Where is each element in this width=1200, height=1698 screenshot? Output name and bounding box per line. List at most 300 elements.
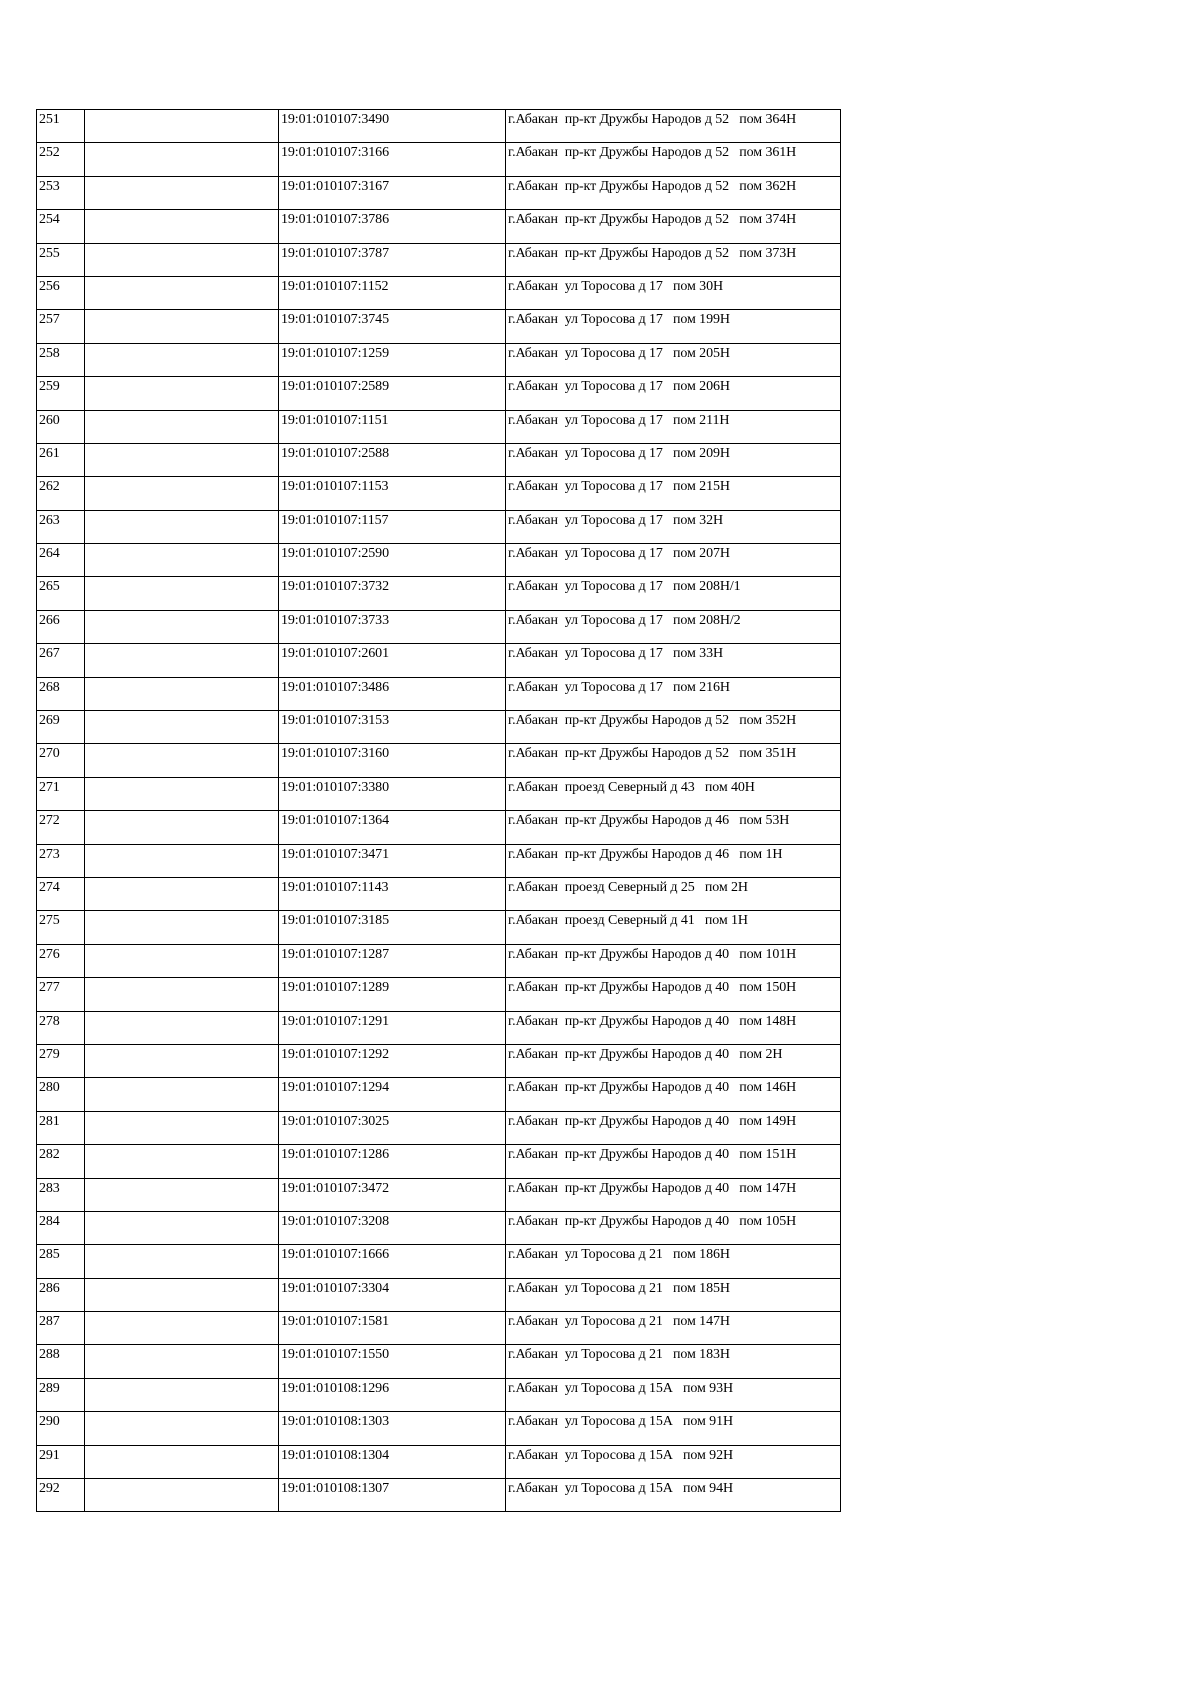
cadastral-number-cell (279, 410, 506, 443)
empty-text (87, 1312, 278, 1314)
cadastral-number-cell (279, 1145, 506, 1178)
address-cell (506, 1378, 841, 1411)
table-row (37, 410, 841, 443)
cadastral-number-text: 19:01:010107:2590 (281, 546, 389, 562)
address-cell (506, 1278, 841, 1311)
row-number-text: 266 (39, 612, 60, 628)
address-cell (506, 110, 841, 143)
empty-text (87, 644, 278, 646)
row-number-text: 268 (39, 679, 60, 695)
empty-text (87, 1279, 278, 1281)
address-text: г.Абакан ул Торосова д 17 пом 216Н (508, 679, 730, 695)
empty-text (87, 143, 278, 145)
cadastral-number-cell (279, 610, 506, 643)
address-cell (506, 477, 841, 510)
address-text: г.Абакан ул Торосова д 15А пом 91Н (508, 1414, 733, 1430)
row-number-cell (37, 343, 85, 376)
row-number-cell (37, 1211, 85, 1244)
cadastral-number-cell (279, 1378, 506, 1411)
address-cell (506, 310, 841, 343)
cadastral-number-text: 19:01:010107:2589 (281, 379, 389, 395)
empty-text (87, 878, 278, 880)
row-number-text: 291 (39, 1447, 60, 1463)
cadastral-number-text: 19:01:010107:1364 (281, 813, 389, 829)
address-text: г.Абакан пр-кт Дружбы Народов д 46 пом 1Н (508, 846, 783, 862)
address-text: г.Абакан пр-кт Дружбы Народов д 46 пом 53Н (508, 813, 790, 829)
table-row (37, 1178, 841, 1211)
empty-cell (85, 1278, 279, 1311)
registry-body (37, 110, 841, 1512)
address-cell (506, 1312, 841, 1345)
empty-cell (85, 477, 279, 510)
table-row (37, 1044, 841, 1077)
empty-text (87, 1012, 278, 1014)
cadastral-number-cell (279, 1445, 506, 1478)
cadastral-number-text: 19:01:010107:3490 (281, 112, 389, 127)
cadastral-number-text: 19:01:010107:3208 (281, 1213, 389, 1229)
row-number-cell (37, 310, 85, 343)
cadastral-number-text: 19:01:010107:1152 (281, 278, 389, 294)
row-number-cell (37, 978, 85, 1011)
cadastral-number-cell (279, 210, 506, 243)
cadastral-number-text: 19:01:010107:3025 (281, 1113, 389, 1129)
address-cell (506, 978, 841, 1011)
table-row (37, 1278, 841, 1311)
empty-cell (85, 443, 279, 476)
cadastral-number-text: 19:01:010107:3304 (281, 1280, 389, 1296)
empty-text (87, 344, 278, 346)
address-text: г.Абакан ул Торосова д 15А пом 92Н (508, 1447, 733, 1463)
empty-text (87, 1245, 278, 1247)
row-number-text: 275 (39, 913, 60, 929)
table-row (37, 944, 841, 977)
address-text: г.Абакан ул Торосова д 17 пом 211Н (508, 412, 730, 428)
row-number-text: 271 (39, 779, 60, 795)
address-text: г.Абакан ул Торосова д 17 пом 207Н (508, 546, 730, 562)
cadastral-number-text: 19:01:010107:1581 (281, 1314, 389, 1330)
empty-text (87, 744, 278, 746)
cadastral-number-cell (279, 1211, 506, 1244)
table-row (37, 1078, 841, 1111)
address-text: г.Абакан ул Торосова д 17 пом 208Н/1 (508, 579, 741, 595)
cadastral-number-text: 19:01:010108:1296 (281, 1380, 389, 1396)
empty-text (87, 477, 278, 479)
cadastral-number-cell (279, 110, 506, 143)
cadastral-number-text: 19:01:010107:3786 (281, 212, 389, 228)
row-number-text: 280 (39, 1080, 60, 1096)
address-cell (506, 1078, 841, 1111)
cadastral-number-text: 19:01:010108:1304 (281, 1447, 389, 1463)
empty-cell (85, 110, 279, 143)
table-row (37, 1445, 841, 1478)
address-cell (506, 143, 841, 176)
address-cell (506, 644, 841, 677)
row-number-cell (37, 1078, 85, 1111)
address-text: г.Абакан пр-кт Дружбы Народов д 52 пом 364Н (508, 112, 797, 127)
address-cell (506, 377, 841, 410)
row-number-cell (37, 711, 85, 744)
empty-text (87, 244, 278, 246)
table-row (37, 1011, 841, 1044)
table-row (37, 210, 841, 243)
row-number-cell (37, 1445, 85, 1478)
cadastral-number-cell (279, 711, 506, 744)
cadastral-number-text: 19:01:010107:3733 (281, 612, 389, 628)
cadastral-number-cell (279, 1078, 506, 1111)
row-number-cell (37, 844, 85, 877)
cadastral-number-text: 19:01:010107:3153 (281, 713, 389, 729)
table-row (37, 978, 841, 1011)
address-text: г.Абакан ул Торосова д 17 пом 209Н (508, 445, 730, 461)
row-number-cell (37, 1011, 85, 1044)
table-row (37, 1145, 841, 1178)
address-cell (506, 744, 841, 777)
cadastral-number-cell (279, 844, 506, 877)
address-text: г.Абакан ул Торосова д 21 пом 183Н (508, 1347, 730, 1363)
table-row (37, 1211, 841, 1244)
empty-text (87, 1045, 278, 1047)
empty-cell (85, 844, 279, 877)
table-row (37, 744, 841, 777)
address-cell (506, 1044, 841, 1077)
cadastral-number-cell (279, 377, 506, 410)
cadastral-number-text: 19:01:010107:1666 (281, 1247, 389, 1263)
empty-text (87, 277, 278, 279)
cadastral-number-cell (279, 777, 506, 810)
address-cell (506, 1211, 841, 1244)
row-number-cell (37, 577, 85, 610)
address-text: г.Абакан ул Торосова д 15А пом 93Н (508, 1380, 733, 1396)
table-row (37, 544, 841, 577)
table-row (37, 143, 841, 176)
cadastral-number-text: 19:01:010107:3167 (281, 178, 389, 194)
cadastral-number-cell (279, 143, 506, 176)
row-number-text: 261 (39, 445, 60, 461)
address-cell (506, 610, 841, 643)
address-cell (506, 677, 841, 710)
cadastral-number-cell (279, 343, 506, 376)
address-text: г.Абакан пр-кт Дружбы Народов д 52 пом 351Н (508, 746, 797, 762)
row-number-text: 274 (39, 879, 60, 895)
empty-cell (85, 243, 279, 276)
empty-cell (85, 644, 279, 677)
cadastral-number-text: 19:01:010107:2601 (281, 646, 389, 662)
table-row (37, 1312, 841, 1345)
table-row (37, 777, 841, 810)
empty-cell (85, 877, 279, 910)
row-number-cell (37, 811, 85, 844)
table-row (37, 1378, 841, 1411)
row-number-cell (37, 1145, 85, 1178)
empty-text (87, 1345, 278, 1347)
empty-cell (85, 143, 279, 176)
row-number-text: 269 (39, 713, 60, 729)
cadastral-number-cell (279, 1178, 506, 1211)
empty-cell (85, 1211, 279, 1244)
row-number-text: 278 (39, 1013, 60, 1029)
address-cell (506, 1412, 841, 1445)
address-text: г.Абакан ул Торосова д 17 пом 208Н/2 (508, 612, 741, 628)
address-cell (506, 1111, 841, 1144)
cadastral-number-text: 19:01:010107:3160 (281, 746, 389, 762)
cadastral-number-text: 19:01:010107:3471 (281, 846, 389, 862)
empty-cell (85, 1011, 279, 1044)
address-text: г.Абакан пр-кт Дружбы Народов д 52 пом 373Н (508, 245, 797, 261)
cadastral-number-text: 19:01:010107:3185 (281, 913, 389, 929)
row-number-cell (37, 744, 85, 777)
table-row (37, 610, 841, 643)
empty-cell (85, 1178, 279, 1211)
empty-text (87, 444, 278, 446)
table-row (37, 877, 841, 910)
row-number-text: 292 (39, 1481, 60, 1497)
empty-text (87, 778, 278, 780)
row-number-text: 288 (39, 1347, 60, 1363)
empty-text (87, 310, 278, 312)
address-text: г.Абакан ул Торосова д 17 пом 206Н (508, 379, 730, 395)
table-row (37, 1412, 841, 1445)
row-number-cell (37, 1245, 85, 1278)
empty-cell (85, 510, 279, 543)
address-cell (506, 1145, 841, 1178)
address-cell (506, 844, 841, 877)
empty-cell (85, 1111, 279, 1144)
address-cell (506, 1479, 841, 1512)
address-cell (506, 176, 841, 209)
empty-cell (85, 1145, 279, 1178)
row-number-text: 260 (39, 412, 60, 428)
empty-text (87, 1078, 278, 1080)
cadastral-number-text: 19:01:010107:1287 (281, 946, 389, 962)
address-text: г.Абакан ул Торосова д 21 пом 147Н (508, 1314, 730, 1330)
empty-cell (85, 1044, 279, 1077)
empty-text (87, 978, 278, 980)
address-text: г.Абакан ул Торосова д 17 пом 215Н (508, 479, 730, 495)
row-number-cell (37, 1312, 85, 1345)
row-number-cell (37, 276, 85, 309)
table-row (37, 644, 841, 677)
empty-cell (85, 744, 279, 777)
empty-cell (85, 610, 279, 643)
address-cell (506, 510, 841, 543)
empty-text (87, 1179, 278, 1181)
cadastral-number-text: 19:01:010107:3745 (281, 312, 389, 328)
address-cell (506, 877, 841, 910)
cadastral-number-text: 19:01:010107:1294 (281, 1080, 389, 1096)
empty-text (87, 110, 278, 112)
empty-cell (85, 711, 279, 744)
address-cell (506, 276, 841, 309)
cadastral-number-cell (279, 877, 506, 910)
empty-text (87, 1212, 278, 1214)
cadastral-number-text: 19:01:010107:1292 (281, 1046, 389, 1062)
empty-text (87, 945, 278, 947)
row-number-text: 265 (39, 579, 60, 595)
empty-cell (85, 978, 279, 1011)
cadastral-number-cell (279, 644, 506, 677)
table-row (37, 477, 841, 510)
row-number-cell (37, 443, 85, 476)
row-number-cell (37, 1345, 85, 1378)
empty-text (87, 1446, 278, 1448)
row-number-text: 276 (39, 946, 60, 962)
address-cell (506, 1011, 841, 1044)
address-cell (506, 811, 841, 844)
row-number-text: 256 (39, 278, 60, 294)
address-text: г.Абакан ул Торосова д 21 пом 185Н (508, 1280, 730, 1296)
cadastral-number-cell (279, 911, 506, 944)
cadastral-number-text: 19:01:010107:3472 (281, 1180, 389, 1196)
empty-text (87, 511, 278, 513)
cadastral-number-text: 19:01:010108:1307 (281, 1481, 389, 1497)
address-cell (506, 544, 841, 577)
address-text: г.Абакан ул Торосова д 17 пом 199Н (508, 312, 730, 328)
cadastral-number-text: 19:01:010107:1259 (281, 345, 389, 361)
row-number-text: 284 (39, 1213, 60, 1229)
empty-text (87, 678, 278, 680)
row-number-cell (37, 410, 85, 443)
address-text: г.Абакан пр-кт Дружбы Народов д 40 пом 150Н (508, 980, 797, 996)
cadastral-number-text: 19:01:010107:3380 (281, 779, 389, 795)
row-number-cell (37, 1044, 85, 1077)
cadastral-number-text: 19:01:010107:1291 (281, 1013, 389, 1029)
table-row (37, 243, 841, 276)
cadastral-number-cell (279, 477, 506, 510)
empty-text (87, 1145, 278, 1147)
row-number-text: 290 (39, 1414, 60, 1430)
address-text: г.Абакан пр-кт Дружбы Народов д 52 пом 352Н (508, 713, 797, 729)
row-number-cell (37, 777, 85, 810)
cadastral-number-text: 19:01:010107:1550 (281, 1347, 389, 1363)
address-text: г.Абакан пр-кт Дружбы Народов д 52 пом 362Н (508, 178, 797, 194)
table-row (37, 911, 841, 944)
address-text: г.Абакан ул Торосова д 17 пом 205Н (508, 345, 730, 361)
cadastral-number-cell (279, 1011, 506, 1044)
row-number-cell (37, 544, 85, 577)
cadastral-number-text: 19:01:010107:3787 (281, 245, 389, 261)
cadastral-number-text: 19:01:010108:1303 (281, 1414, 389, 1430)
address-cell (506, 944, 841, 977)
row-number-cell (37, 1479, 85, 1512)
cadastral-number-cell (279, 510, 506, 543)
table-row (37, 377, 841, 410)
row-number-cell (37, 176, 85, 209)
row-number-cell (37, 1178, 85, 1211)
row-number-text: 254 (39, 212, 60, 228)
row-number-text: 258 (39, 345, 60, 361)
row-number-cell (37, 243, 85, 276)
address-text: г.Абакан пр-кт Дружбы Народов д 40 пом 148Н (508, 1013, 797, 1029)
empty-text (87, 210, 278, 212)
empty-cell (85, 1479, 279, 1512)
table-row (37, 1245, 841, 1278)
table-row (37, 110, 841, 143)
cadastral-number-cell (279, 744, 506, 777)
empty-cell (85, 577, 279, 610)
row-number-text: 264 (39, 546, 60, 562)
address-text: г.Абакан проезд Северный д 25 пом 2Н (508, 879, 748, 895)
row-number-cell (37, 911, 85, 944)
address-cell (506, 911, 841, 944)
cadastral-number-cell (279, 677, 506, 710)
empty-text (87, 1412, 278, 1414)
cadastral-number-text: 19:01:010107:1289 (281, 980, 389, 996)
address-cell (506, 210, 841, 243)
cadastral-number-text: 19:01:010107:1151 (281, 412, 389, 428)
empty-text (87, 177, 278, 179)
table-row (37, 811, 841, 844)
row-number-text: 270 (39, 746, 60, 762)
empty-text (87, 544, 278, 546)
row-number-cell (37, 1111, 85, 1144)
row-number-text: 279 (39, 1046, 60, 1062)
empty-cell (85, 1412, 279, 1445)
table-row (37, 711, 841, 744)
address-cell (506, 243, 841, 276)
cadastral-number-cell (279, 1245, 506, 1278)
address-text: г.Абакан пр-кт Дружбы Народов д 52 пом 361Н (508, 145, 797, 161)
row-number-cell (37, 510, 85, 543)
empty-cell (85, 1378, 279, 1411)
empty-cell (85, 677, 279, 710)
address-text: г.Абакан ул Торосова д 17 пом 32Н (508, 512, 723, 528)
cadastral-number-cell (279, 544, 506, 577)
address-text: г.Абакан пр-кт Дружбы Народов д 40 пом 151Н (508, 1147, 797, 1163)
empty-cell (85, 1312, 279, 1345)
cadastral-number-text: 19:01:010107:2588 (281, 445, 389, 461)
row-number-cell (37, 1378, 85, 1411)
empty-cell (85, 911, 279, 944)
empty-text (87, 911, 278, 913)
empty-text (87, 1112, 278, 1114)
cadastral-number-text: 19:01:010107:1286 (281, 1147, 389, 1163)
address-text: г.Абакан ул Торосова д 21 пом 186Н (508, 1247, 730, 1263)
table-row (37, 844, 841, 877)
table-row (37, 276, 841, 309)
table-row (37, 1479, 841, 1512)
address-text: г.Абакан пр-кт Дружбы Народов д 52 пом 374Н (508, 212, 797, 228)
row-number-cell (37, 377, 85, 410)
empty-cell (85, 310, 279, 343)
cadastral-number-cell (279, 1111, 506, 1144)
address-cell (506, 777, 841, 810)
row-number-text: 285 (39, 1247, 60, 1263)
cadastral-number-cell (279, 243, 506, 276)
row-number-text: 257 (39, 312, 60, 328)
empty-text (87, 811, 278, 813)
cadastral-number-cell (279, 1278, 506, 1311)
row-number-text: 253 (39, 178, 60, 194)
address-text: г.Абакан проезд Северный д 43 пом 40Н (508, 779, 755, 795)
table-row (37, 443, 841, 476)
row-number-text: 273 (39, 846, 60, 862)
empty-cell (85, 811, 279, 844)
empty-text (87, 1479, 278, 1481)
address-text: г.Абакан проезд Северный д 41 пом 1Н (508, 913, 748, 929)
table-row (37, 510, 841, 543)
empty-cell (85, 210, 279, 243)
address-text: г.Абакан пр-кт Дружбы Народов д 40 пом 146Н (508, 1080, 797, 1096)
address-cell (506, 410, 841, 443)
table-row (37, 577, 841, 610)
row-number-cell (37, 944, 85, 977)
empty-cell (85, 176, 279, 209)
address-text: г.Абакан пр-кт Дружбы Народов д 40 пом 2Н (508, 1046, 783, 1062)
cadastral-number-cell (279, 443, 506, 476)
empty-text (87, 1379, 278, 1381)
address-cell (506, 577, 841, 610)
cadastral-number-cell (279, 1312, 506, 1345)
